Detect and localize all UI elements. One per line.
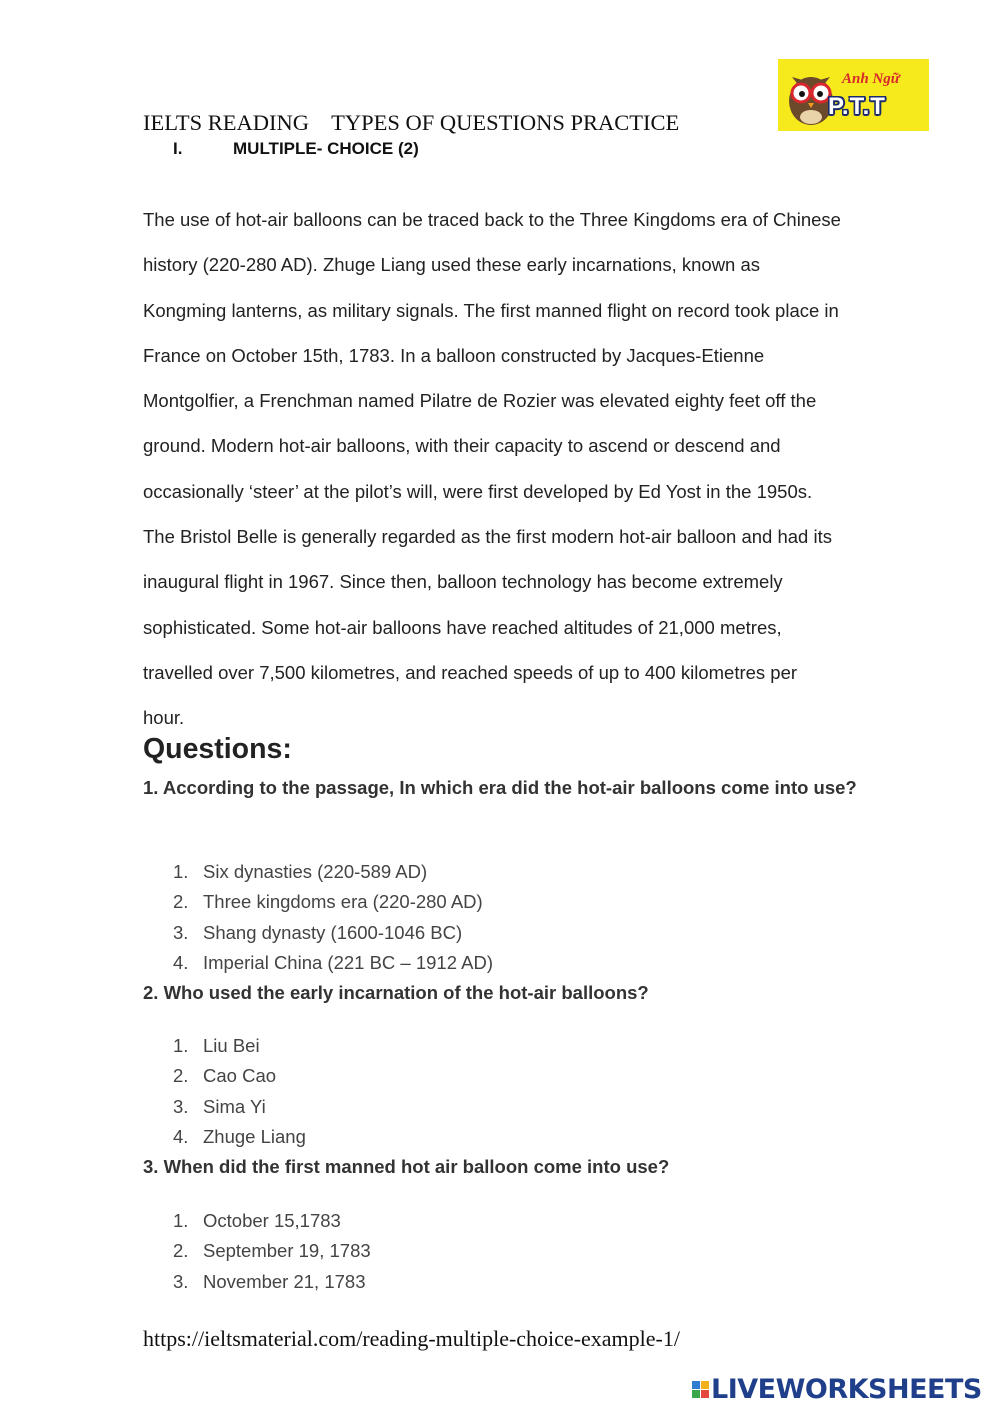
- section-heading: [173, 139, 419, 159]
- page-title: IELTS READING TYPES OF QUESTIONS PRACTICE: [143, 110, 680, 135]
- passage-line: sophisticated. Some hot-air balloons have reached altitudes of 21,000 metres,: [143, 616, 782, 638]
- brand-logo: [778, 59, 929, 131]
- answer-option[interactable]: 3. November 21, 1783: [173, 1270, 366, 1292]
- passage-line: The Bristol Belle is generally regarded as the first modern hot-air balloon and had its: [143, 526, 832, 548]
- passage-line: The use of hot-air balloons can be traced back to the Three Kingdoms era of Chinese: [143, 209, 841, 230]
- logo-wordmark: P.T.T: [828, 93, 886, 120]
- answer-option[interactable]: 2. September 19, 1783: [173, 1240, 371, 1262]
- answer-option[interactable]: 1. October 15,1783: [173, 1210, 341, 1231]
- passage-line: history (220-280 AD). Zhuge Liang used these early incarnations, known as: [143, 254, 761, 276]
- answer-option[interactable]: 4. Zhuge Liang: [173, 1125, 306, 1147]
- answer-option[interactable]: 3. Shang dynasty (1600-1046 BC): [173, 921, 463, 943]
- section-number: I.: [173, 139, 183, 158]
- question-1: 1. According to the passage, In which era did the hot-air balloons come into use?: [143, 777, 857, 798]
- answer-option[interactable]: 3. Sima Yi: [173, 1095, 266, 1117]
- reading-passage: [143, 197, 913, 741]
- answer-option[interactable]: 2. Cao Cao: [173, 1065, 277, 1087]
- liveworksheets-logo-icon: [692, 1381, 709, 1398]
- watermark-text: LIVEWORKSHEETS: [711, 1373, 982, 1405]
- logo-subtitle: Anh Ngữ: [842, 71, 900, 87]
- passage-line: ground. Modern hot-air balloons, with their capacity to ascend or descend and: [143, 435, 781, 457]
- answer-option[interactable]: 2. Three kingdoms era (220-280 AD): [173, 891, 483, 913]
- passage-line: Montgolfier, a Frenchman named Pilatre de Rozier was elevated eighty feet off the: [143, 390, 817, 412]
- passage-line: Kongming lanterns, as military signals. The first manned flight on record took place in: [143, 299, 839, 321]
- passage-line: France on October 15th, 1783. In a balloon constructed by Jacques-Etienne: [143, 344, 765, 366]
- question-3: 3. When did the first manned hot air balloon come into use?: [143, 1156, 670, 1177]
- liveworksheets-watermark: [692, 1373, 982, 1405]
- section-title: MULTIPLE- CHOICE (2): [233, 139, 419, 158]
- passage-line: travelled over 7,500 kilometres, and reached speeds of up to 400 kilometres per: [143, 661, 798, 683]
- answer-option[interactable]: 1. Six dynasties (220-589 AD): [173, 861, 428, 882]
- question-1-options: [173, 857, 493, 978]
- passage-line: hour.: [143, 707, 185, 729]
- answer-option[interactable]: 4. Imperial China (221 BC – 1912 AD): [173, 951, 493, 973]
- passage-line: occasionally ‘steer’ at the pilot’s will, were first developed by Ed Yost in the 1950s.: [143, 480, 813, 502]
- question-2: 2. Who used the early incarnation of the hot-air balloons?: [143, 982, 649, 1003]
- answer-option[interactable]: 1. Liu Bei: [173, 1035, 260, 1056]
- source-link[interactable]: https://ieltsmaterial.com/reading-multiple-choice-example-1/: [143, 1326, 680, 1351]
- question-2-options: [173, 1031, 306, 1152]
- passage-line: inaugural flight in 1967. Since then, balloon technology has become extremely: [143, 571, 783, 593]
- questions-heading: Questions:: [143, 733, 292, 765]
- question-3-options: [173, 1206, 371, 1297]
